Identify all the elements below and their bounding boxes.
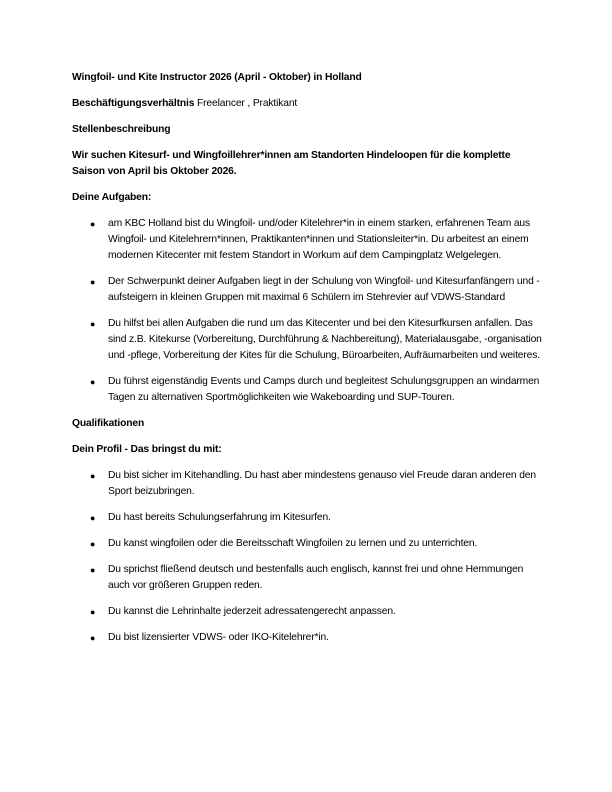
profile-item [72,468,544,500]
profile-text: Du hast bereits Schulungserfahrung im Kitesurfen. [108,512,331,523]
bullet-icon: ● [90,471,96,481]
profile-item [72,562,544,594]
document-body [72,70,544,656]
profile-heading: Dein Profil - Das bringst du mit: [72,444,222,455]
bullet-icon: ● [90,565,96,575]
profile-text: Du bist lizensierter VDWS- oder IKO-Kitelehrer*in. [108,632,329,643]
bullet-icon: ● [90,219,96,229]
task-item [72,216,544,264]
description-heading: Stellenbeschreibung [72,124,171,135]
task-text: Der Schwerpunkt deiner Aufgaben liegt in der Schulung von Wingfoil- und Kitesurfanfängern und -aufsteigern in kleinen Gruppen mit maximal 6 Schülern im Stehrevier auf VDWS-Standard [108,276,540,303]
job-title: Wingfoil- und Kite Instructor 2026 (April - Oktober) in Holland [72,72,362,83]
profile-item [72,510,544,526]
employment-value: Freelancer , Praktikant [194,98,298,109]
task-item [72,274,544,306]
profile-text: Du kanst wingfoilen oder die Bereitsschaft Wingfoilen zu lernen und zu unterrichten. [108,538,478,549]
bullet-icon: ● [90,277,96,287]
profile-item [72,604,544,620]
profile-text: Du kannst die Lehrinhalte jederzeit adressatengerecht anpassen. [108,606,396,617]
profile-text: Du sprichst fließend deutsch und bestenfalls auch englisch, kannst frei und ohne Hemmungen auch vor größeren Gruppen reden. [108,564,524,591]
bullet-icon: ● [90,607,96,617]
task-item [72,374,544,406]
task-item [72,316,544,364]
bullet-icon: ● [90,319,96,329]
qualifications-heading: Qualifikationen [72,418,145,429]
task-text: Du führst eigenständig Events und Camps durch und begleitest Schulungsgruppen an windarmen Tagen zu alternativen Sportmöglichkeiten wie Wakeboarding und SUP-Touren. [108,376,540,403]
profile-item [72,630,544,646]
tasks-list [72,216,544,406]
profile-item [72,536,544,552]
profile-list [72,468,544,646]
bullet-icon: ● [90,513,96,523]
task-text: Du hilfst bei allen Aufgaben die rund um das Kitecenter und bei den Kitesurfkursen anfallen. Das sind z.B. Kitekurse (Vorbereitung, Durchführung & Nachbereitung), Materialausgabe, -organisation und -pflege, Vorbereitung der Kites für die Schulung, Büroarbeiten, Aufräumarbeiten und weiteres. [108,318,542,361]
profile-text: Du bist sicher im Kitehandling. Du hast aber mindestens genauso viel Freude daran anderen den Sport beizubringen. [108,470,536,497]
tasks-heading: Deine Aufgaben: [72,192,152,203]
bullet-icon: ● [90,633,96,643]
bullet-icon: ● [90,377,96,387]
task-text: am KBC Holland bist du Wingfoil- und/oder Kitelehrer*in in einem starken, erfahrenen Team aus Wingfoil- und Kitelehrern*innen, Praktikanten*innen und Stationsleiter*in. Du arbeitest an einem modernen Kitecenter mit festem Standort in Workum auf dem Campingplatz Welgelegen. [108,218,530,261]
employment-label: Beschäftigungsverhältnis [72,98,195,109]
intro-paragraph: Wir suchen Kitesurf- und Wingfoillehrer*innen am Standorten Hindeloopen für die komplette Saison von April bis Oktober 2026. [72,150,511,177]
employment-line [72,96,544,112]
bullet-icon: ● [90,539,96,549]
